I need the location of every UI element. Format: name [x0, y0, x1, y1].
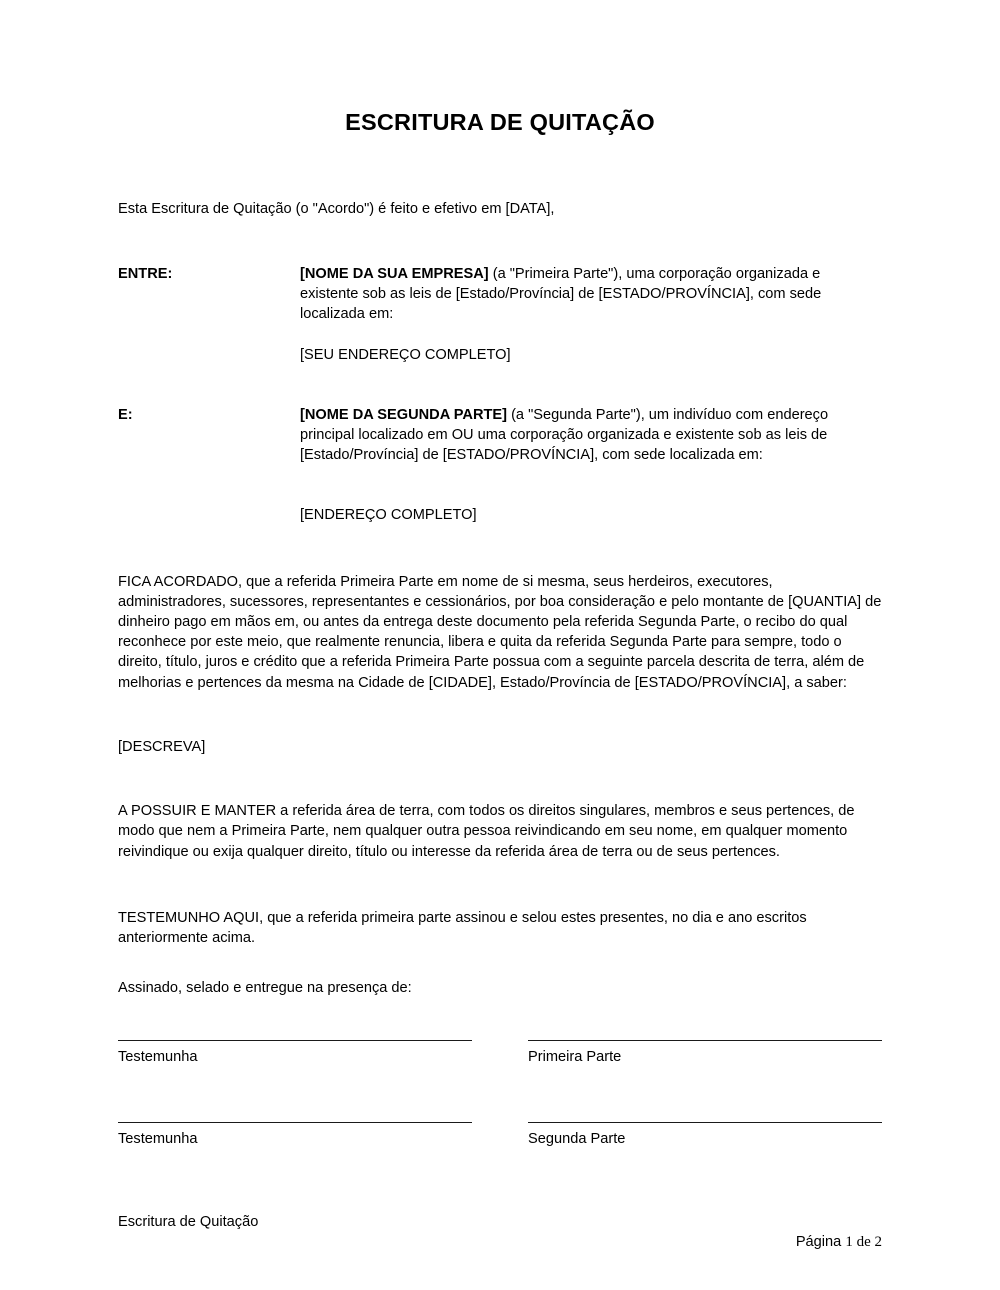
signature-caption: Testemunha	[118, 1130, 198, 1147]
signature-field-witness-2[interactable]	[118, 1122, 472, 1149]
intro-paragraph: Esta Escritura de Quitação (o "Acordo") é feito e efetivo em [DATA],	[118, 200, 555, 217]
party-label-entre: ENTRE:	[118, 266, 173, 283]
footer-page-indicator	[772, 1212, 883, 1272]
witness-clause-paragraph: TESTEMUNHO AQUI, que a referida primeira parte assinou e selou estes presentes, no dia e ano escritos anteriormente acima.	[118, 909, 807, 946]
party-name-first: [NOME DA SUA EMPRESA]	[300, 266, 489, 283]
signature-line[interactable]	[528, 1040, 882, 1041]
hold-clause-paragraph: A POSSUIR E MANTER a referida área de terra, com todos os direitos singulares, membros e seus pertences, de modo que nem a Primeira Parte, nem qualquer outra pessoa reivindicando em seu nome, em qualquer momento reivindique ou exija qualquer direito, título ou interesse da referida área de terra ou de seus pertences.	[118, 803, 855, 860]
signature-line[interactable]	[118, 1122, 472, 1123]
signature-row	[118, 1122, 882, 1149]
party-block-first	[118, 264, 882, 365]
signature-field-first-party[interactable]	[528, 1040, 882, 1067]
footer-document-name: Escritura de Quitação	[118, 1214, 259, 1230]
party-address-second: [ENDEREÇO COMPLETO]	[300, 507, 477, 524]
page-title: ESCRITURA DE QUITAÇÃO	[345, 109, 655, 135]
signature-line[interactable]	[118, 1040, 472, 1041]
signature-caption: Testemunha	[118, 1049, 198, 1066]
party-description-second: (a "Segunda Parte"), um indivíduo com endereço principal localizado em OU uma corporação organizada e existente sob as leis de [Estado/Província] de [ESTADO/PROVÍNCIA], com sede localizada em:	[300, 406, 829, 464]
party-address-first: [SEU ENDEREÇO COMPLETO]	[300, 346, 511, 363]
signature-field-second-party[interactable]	[528, 1122, 882, 1149]
signature-field-witness-1[interactable]	[118, 1040, 472, 1067]
describe-placeholder: [DESCREVA]	[118, 738, 206, 755]
footer-page-word: Página	[795, 1234, 846, 1250]
party-body-second	[300, 405, 882, 526]
agreement-paragraph: FICA ACORDADO, que a referida Primeira Parte em nome de si mesma, seus herdeiros, executores, administradores, sucessores, representantes e cessionários, por boa consideração e pelo montante de [QUANTIA] de dinheiro pago em mãos em, ou antes da entrega deste documento pela referida Segunda Parte, o recibo do qual reconhece por este meio, que realmente renuncia, libera e quita da referida Segunda Parte para sempre, todo o direito, título, juros e crédito que a referida Primeira Parte possua com a seguinte parcela descrita de terra, além de melhorias e pertences da mesma na Cidade de [CIDADE], Estado/Província de [ESTADO/PROVÍNCIA], a saber:	[118, 573, 882, 691]
party-label-e: E:	[118, 406, 133, 423]
party-name-second: [NOME DA SEGUNDA PARTE]	[300, 406, 508, 423]
footer-page-number: 1 de 2	[845, 1234, 882, 1250]
party-block-second	[118, 405, 882, 526]
signature-row	[118, 1040, 882, 1067]
page-footer	[118, 1212, 882, 1272]
document-content	[118, 0, 882, 1149]
party-description-first: (a "Primeira Parte"), uma corporação organizada e existente sob as leis de [Estado/Província] de [ESTADO/PROVÍNCIA], com sede localizada em:	[300, 266, 822, 323]
signature-line[interactable]	[528, 1122, 882, 1123]
signature-caption: Primeira Parte	[528, 1049, 622, 1066]
signature-area	[118, 1040, 882, 1148]
signature-caption: Segunda Parte	[528, 1130, 626, 1147]
party-body-first	[300, 264, 882, 365]
signed-intro-paragraph: Assinado, selado e entregue na presença de:	[118, 980, 412, 997]
